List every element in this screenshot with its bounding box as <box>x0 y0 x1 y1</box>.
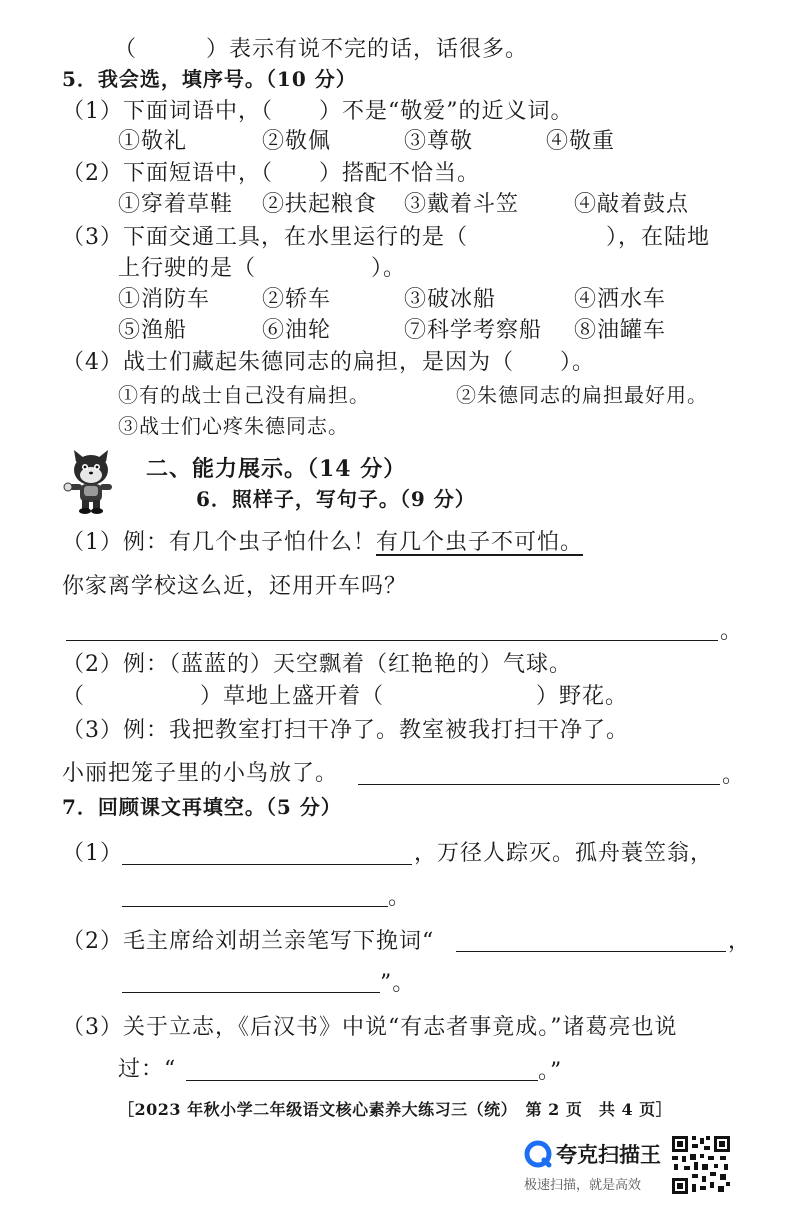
q5-4-option-1: ①有的战士自己没有扁担。 <box>118 383 370 407</box>
q5-2-option-d: ④敲着鼓点 <box>574 192 690 217</box>
q5-3-stem-line1: （3）下面交通工具，在水里运行的是（ ），在陆地 <box>62 225 710 250</box>
q5-4-option-3: ③战士们心疼朱德同志。 <box>118 414 349 438</box>
q7-3-answer-line[interactable] <box>186 1080 538 1081</box>
q5-2-option-b: ②扶起粮食 <box>262 192 378 217</box>
q7-1-answer-line-1[interactable] <box>122 864 412 865</box>
q7-1-text-after: ，万径人踪灭。孤舟蓑笠翁， <box>414 841 714 866</box>
q5-1-stem: （1）下面词语中，（ ）不是“敬爱”的近义词。 <box>62 99 574 124</box>
q6-2-fill-end: ）野花。 <box>536 684 629 709</box>
q7-2-text: （2）毛主席给刘胡兰亲笔写下挽词“ <box>62 929 435 954</box>
scanner-slogan: 极速扫描，就是高效 <box>524 1178 642 1193</box>
q6-2-example: （2）例：（蓝蓝的）天空飘着（红艳艳的）气球。 <box>62 652 572 677</box>
q6-1-example <box>62 529 583 557</box>
q7-1-num: （1） <box>62 841 123 866</box>
q5-1-option-b: ②敬佩 <box>262 129 332 154</box>
q5-3-option-7: ⑦科学考察船 <box>404 318 543 343</box>
q6-title: 6．照样子，写句子。（9 分） <box>196 487 476 511</box>
q5-3-option-1: ①消防车 <box>118 287 211 312</box>
q6-2-blank-2[interactable] <box>404 683 534 711</box>
q7-3-line1: （3）关于立志，《后汉书》中说“有志者事竟成。”诸葛亮也说 <box>62 1015 678 1040</box>
q6-3-prompt: 小丽把笼子里的小鸟放了。 <box>62 761 339 786</box>
q7-1-end-mark: 。 <box>388 885 412 910</box>
q6-2-blank-1[interactable] <box>88 683 200 711</box>
top-fill-line: （ ）表示有说不完的话，话很多。 <box>114 37 529 62</box>
q6-2-fill-open: （ <box>62 684 86 709</box>
section2-title: 二、能力展示。（14 分） <box>146 456 407 482</box>
q5-3-option-6: ⑥油轮 <box>262 318 332 343</box>
q7-2-answer-line-2[interactable] <box>122 992 380 993</box>
scanner-logo-icon <box>524 1140 552 1168</box>
q6-3-answer-line[interactable] <box>358 784 720 785</box>
q5-title: 5．我会选，填序号。（10 分） <box>62 67 357 91</box>
q6-1-prompt: 你家离学校这么近，还用开车吗？ <box>62 574 408 599</box>
q6-3-example: （3）例：我把教室打扫干净了。教室被我打扫干净了。 <box>62 718 629 743</box>
q7-3-end-mark: 。” <box>538 1059 563 1084</box>
q5-1-option-c: ③尊敬 <box>404 129 474 154</box>
q5-2-option-a: ①穿着草鞋 <box>118 192 234 217</box>
q7-2-comma: ， <box>728 929 752 954</box>
q5-3-option-8: ⑧油罐车 <box>574 318 667 343</box>
q6-1-example-prefix: （1）例：有几个虫子怕什么！ <box>62 530 376 555</box>
q7-1-answer-line-2[interactable] <box>122 906 388 907</box>
q5-4-option-2: ②朱德同志的扁担最好用。 <box>456 383 708 407</box>
q5-3-option-5: ⑤渔船 <box>118 318 188 343</box>
q5-1-option-a: ①敬礼 <box>118 129 188 154</box>
q7-title: 7．回顾课文再填空。（5 分） <box>62 795 342 819</box>
q6-1-example-answer: 有几个虫子不可怕。 <box>376 530 584 555</box>
q5-3-option-2: ②轿车 <box>262 287 332 312</box>
q5-1-option-d: ④敬重 <box>546 129 616 154</box>
q5-3-option-3: ③破冰船 <box>404 287 497 312</box>
q6-1-answer-line[interactable] <box>66 640 718 641</box>
scanner-brand: 夸克扫描王 <box>556 1143 661 1167</box>
qr-code-icon <box>670 1134 732 1196</box>
q5-3-option-4: ④洒水车 <box>574 287 667 312</box>
q5-4-stem: （4）战士们藏起朱德同志的扁担，是因为（ ）。 <box>62 350 595 375</box>
q5-2-stem: （2）下面短语中，（ ）搭配不恰当。 <box>62 161 480 186</box>
q7-3-prefix: 过：“ <box>118 1057 177 1082</box>
q5-3-stem-line2: 上行驶的是（ ）。 <box>118 256 407 281</box>
q5-2-option-c: ③戴着斗笠 <box>404 192 520 217</box>
q6-2-fill-mid: ）草地上盛开着（ <box>200 684 385 709</box>
page-footer: ［2023 年秋小学二年级语文核心素养大练习三（统） 第 2 页 共 4 页］ <box>118 1100 673 1119</box>
q7-2-end-mark: ”。 <box>380 971 416 996</box>
cartoon-cat-mascot-icon <box>62 448 120 514</box>
q6-3-end-mark: 。 <box>722 763 746 788</box>
q6-1-end-mark: 。 <box>720 619 744 644</box>
q7-2-answer-line-1[interactable] <box>456 951 726 952</box>
